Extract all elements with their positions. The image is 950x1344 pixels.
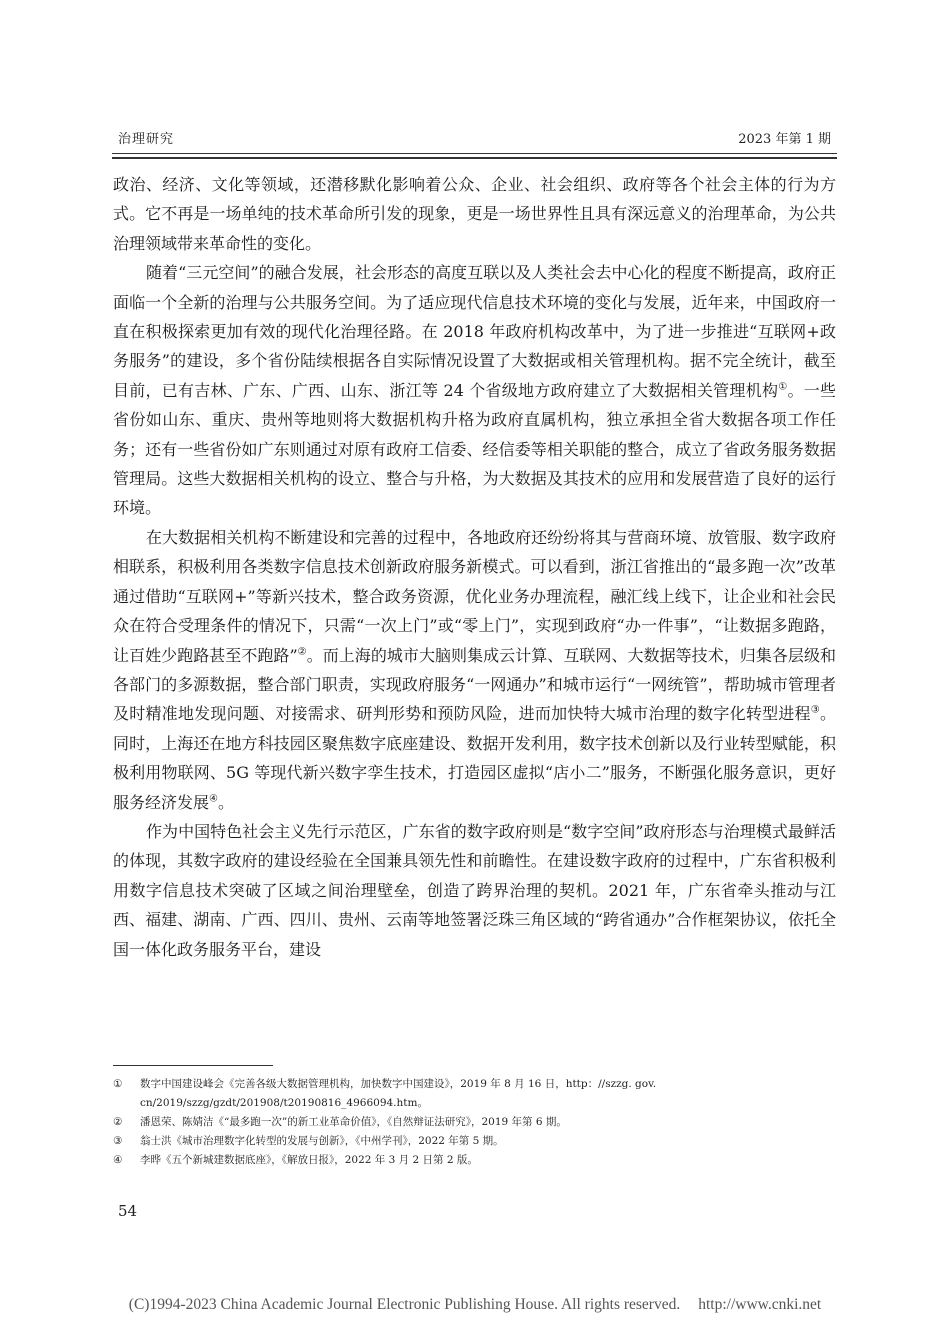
journal-name: 治理研究 [118,132,175,147]
copyright-line [0,1296,950,1314]
header-rule-thick [112,157,837,159]
copyright-text: (C)1994-2023 China Academic Journal Electronic Publishing House. All rights reserved. [128,1296,681,1313]
paragraph-3: 在大数据相关机构不断建设和完善的过程中，各地政府还纷纷将其与营商环境、放管服、数字政府相联系，积极利用各类数字信息技术创新政府服务新模式。可以看到，浙江省推出的“最多跑一次”改革通过借助“互联网+”等新兴技术，整合政务资源，优化业务办理流程，融汇线上线下，让企业和社会民众在符合受理条件的情况下，只需“一次上门”或“零上门”，实现到政府“办一件事”，“让数据多跑路，让百姓少跑路甚至不跑路”②。而上海的城市大脑则集成云计算、互联网、大数据等技术，归集各层级和各部门的多源数据，整合部门职责，实现政府服务“一网通办”和城市运行“一网统管”，帮助城市管理者及时精准地发现问题、对接需求、研判形势和预防风险，进而加快特大城市治理的数字化转型进程③。同时，上海还在地方科技园区聚焦数字底座建设、数据开发利用，数字技术创新以及行业转型赋能，积极利用物联网、5G 等现代新兴数字孪生技术，打造园区虚拟“店小二”服务，不断强化服务意识，更好服务经济发展④。 [113,527,836,812]
page-number: 54 [118,1202,138,1220]
footnote-item: ④ 李晔《五个新城建数据底座》，《解放日报》，2022 年 3 月 2 日第 2 版。 [113,1154,478,1166]
footnote-ref[interactable]: ③ [810,704,820,716]
issue-label: 2023 年第 1 期 [738,132,831,147]
footnote-item: ③ 翁士洪《城市治理数字化转型的发展与创新》，《中州学刊》，2022 年第 5 期。 [113,1135,504,1147]
footnote-item: ② 潘恩荣、陈婧洁《“最多跑一次”的新工业革命价值》，《自然辩证法研究》，2019 年第 6 期。 [113,1116,567,1128]
header-rule-thin [112,153,837,154]
running-header [118,128,831,152]
paragraph-1: 政治、经济、文化等领域，还潜移默化影响着公众、企业、社会组织、政府等各个社会主体的行为方式。它不再是一场单纯的技术革命所引发的现象，更是一场世界性且具有深远意义的治理革命，为公共治理领域带来革命性的变化。 [113,175,836,253]
footnotes [113,1075,836,1170]
footnote-ref[interactable]: ① [778,381,788,393]
paragraph-4: 作为中国特色社会主义先行示范区，广东省的数字政府则是“数字空间”政府形态与治理模式最鲜活的体现，其数字政府的建设经验在全国兼具领先性和前瞻性。在建设数字政府的过程中，广东省积极利用数字信息技术突破了区域之间治理壁垒，创造了跨界治理的契机。2021 年，广东省牵头推动与江西、福建、湖南、广西、四川、贵州、云南等地签署泛珠三角区域的“跨省通办”合作框架协议，依托全国一体化政务服务平台，建设 [113,821,836,959]
footnote-ref[interactable]: ② [297,646,307,658]
footnote-separator [113,1065,273,1066]
article-body [113,170,836,964]
paragraph-2: 随着“三元空间”的融合发展，社会形态的高度互联以及人类社会去中心化的程度不断提高，政府正面临一个全新的治理与公共服务空间。为了适应现代信息技术环境的变化与发展，近年来，中国政府一直在积极探索更加有效的现代化治理径路。在 2018 年政府机构改革中，为了进一步推进“互联网+政务服务”的建设，多个省份陆续根据各自实际情况设置了大数据或相关管理机构。据不完全统计，截至目前，已有吉林、广东、广西、山东、浙江等 24 个省级地方政府建立了大数据相关管理机构①。一些省份如山东、重庆、贵州等地则将大数据机构升格为政府直属机构，独立承担全省大数据各项工作任务；还有一些省份如广东则通过对原有政府工信委、经信委等相关职能的整合，成立了省政务服务数据管理局。这些大数据相关机构的设立、整合与升格，为大数据及其技术的应用和发展营造了良好的运行环境。 [113,263,836,518]
footnote-item: ① 数字中国建设峰会《完善各级大数据管理机构，加快数字中国建设》，2019 年 8 月 16 日，http：//szzg. gov. cn/2019/szzg/gzdt/201908/t20190816_4966094.htm。 [113,1078,657,1109]
footnote-ref[interactable]: ④ [209,793,218,805]
cnki-link[interactable]: http://www.cnki.net [698,1296,822,1313]
